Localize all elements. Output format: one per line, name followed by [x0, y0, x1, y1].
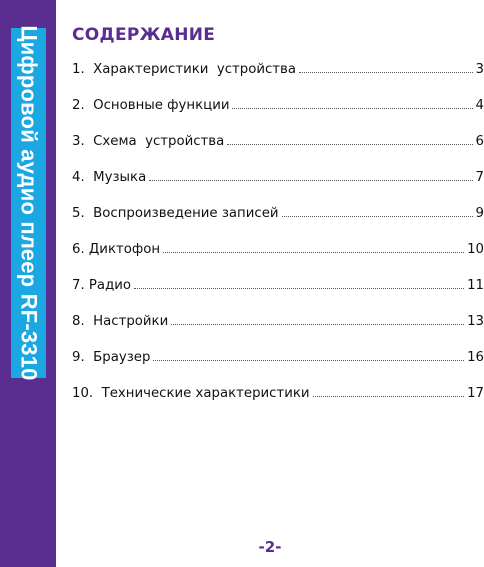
leader-dots: [171, 315, 464, 325]
toc-entry-page: 16: [467, 350, 484, 365]
toc-entry-page: 13: [467, 314, 484, 329]
toc-entry-label: 8. Настройки: [72, 314, 169, 329]
leader-dots: [227, 135, 472, 145]
leader-dots: [282, 207, 473, 217]
leader-dots: [153, 351, 464, 361]
toc-entry-page: 11: [467, 278, 484, 293]
leader-dots: [134, 279, 464, 289]
document-title: Цифровой аудио плеер RF-3310: [16, 25, 42, 381]
toc-entry[interactable]: [72, 98, 484, 113]
toc-entry[interactable]: [72, 206, 484, 221]
toc-entry-label: 5. Воспроизведение записей: [72, 206, 279, 221]
toc-entry[interactable]: [72, 242, 484, 257]
toc-entry[interactable]: [72, 62, 484, 77]
toc-entry-page: 3: [475, 62, 484, 77]
toc-entry-page: 9: [475, 206, 484, 221]
leader-dots: [313, 387, 465, 397]
toc-entry-page: 7: [475, 170, 484, 185]
toc-entry-label: 4. Музыка: [72, 170, 147, 185]
leader-dots: [149, 171, 472, 181]
toc-heading: СОДЕРЖАНИЕ: [72, 25, 216, 45]
sidebar-band: [0, 0, 56, 567]
toc-entry-page: 4: [475, 98, 484, 113]
toc-entry[interactable]: [72, 170, 484, 185]
toc-entry-label: 6. Диктофон: [72, 242, 161, 257]
leader-dots: [232, 99, 472, 109]
toc-entry-page: 10: [467, 242, 484, 257]
leader-dots: [299, 63, 472, 73]
toc-entry[interactable]: [72, 278, 484, 293]
toc-entry[interactable]: [72, 134, 484, 149]
toc-entry-label: 2. Основные функции: [72, 98, 230, 113]
toc-entry-label: 1. Характеристики устройства: [72, 62, 297, 77]
toc-entry-label: 7. Радио: [72, 278, 132, 293]
toc-entry-label: 3. Схема устройства: [72, 134, 225, 149]
title-box: [11, 25, 46, 381]
toc-entry-page: 17: [467, 386, 484, 401]
toc-entry-page: 6: [475, 134, 484, 149]
toc-entry-label: 9. Браузер: [72, 350, 151, 365]
toc-entry-label: 10. Технические характеристики: [72, 386, 310, 401]
leader-dots: [163, 243, 464, 253]
toc-entry[interactable]: [72, 350, 484, 365]
toc-entry[interactable]: [72, 314, 484, 329]
page-number: -2-: [258, 538, 282, 556]
toc-entry[interactable]: [72, 386, 484, 401]
